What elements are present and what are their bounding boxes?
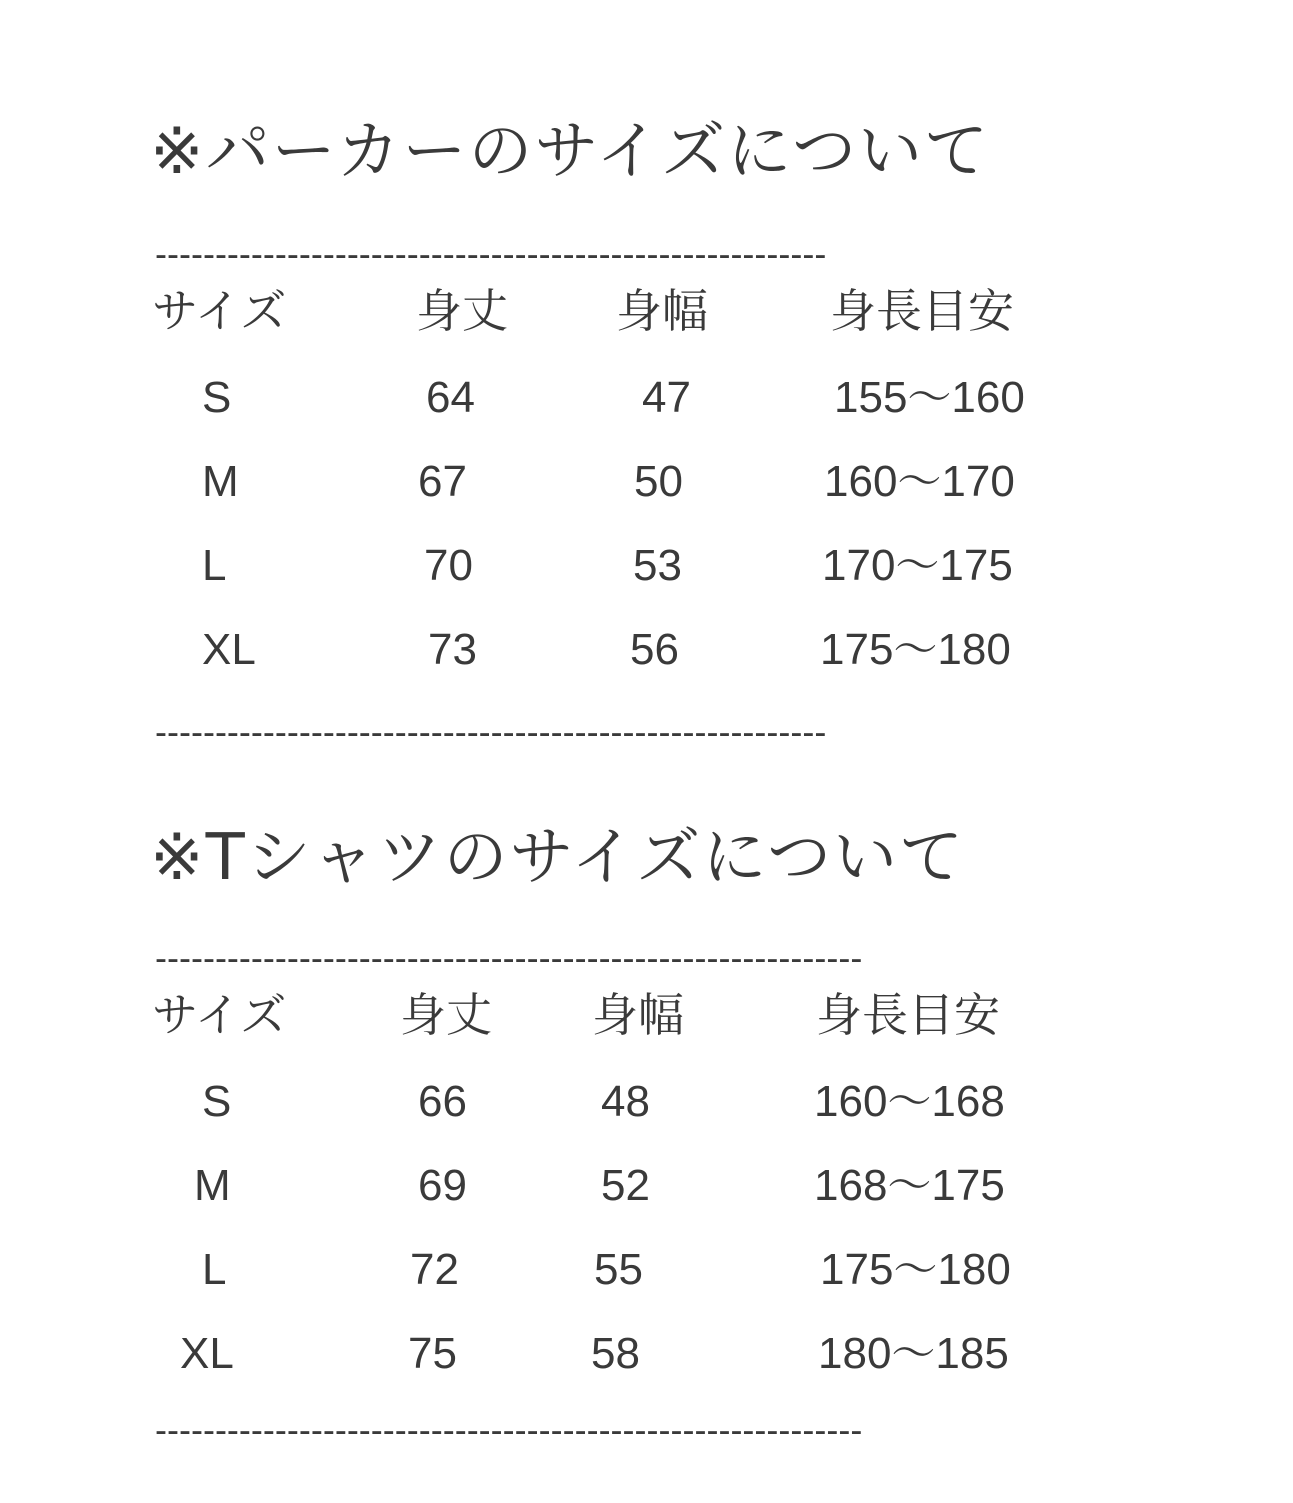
header-length: 身丈 (416, 284, 508, 338)
row-m-width: 52 (601, 1161, 650, 1210)
row-l-height: 175〜180 (820, 1245, 1011, 1294)
hoodie-size-title: ※パーカーのサイズについて (150, 115, 990, 189)
header-size: サイズ (152, 988, 287, 1042)
row-m-width: 50 (634, 457, 683, 506)
row-m-height: 160〜170 (824, 457, 1015, 506)
row-xl-height: 175〜180 (820, 625, 1011, 674)
row-l-length: 70 (424, 541, 473, 590)
row-m-length: 69 (418, 1161, 467, 1210)
row-l-size: L (202, 1245, 227, 1294)
row-m-height: 168〜175 (814, 1161, 1005, 1210)
row-s-height: 160〜168 (814, 1077, 1005, 1126)
divider-bottom: -------------------------------------------------------- (155, 714, 827, 750)
row-s-length: 66 (418, 1077, 467, 1126)
row-s-width: 47 (642, 373, 691, 422)
divider-bottom: ----------------------------------------------------------- (155, 1412, 863, 1448)
tshirt-size-title: ※Tシャツのサイズについて (150, 821, 966, 895)
row-l-length: 72 (410, 1245, 459, 1294)
row-xl-size: XL (202, 625, 256, 674)
row-l-height: 170〜175 (822, 541, 1013, 590)
row-s-height: 155〜160 (834, 373, 1025, 422)
row-xl-width: 56 (630, 625, 679, 674)
header-size: サイズ (152, 284, 287, 338)
header-length: 身丈 (400, 988, 492, 1042)
row-xl-height: 180〜185 (818, 1329, 1009, 1378)
row-s-size: S (202, 373, 232, 422)
header-width: 身幅 (592, 988, 684, 1042)
row-m-length: 67 (418, 457, 467, 506)
header-height-guide: 身長目安 (816, 988, 1000, 1042)
header-width: 身幅 (616, 284, 708, 338)
row-s-length: 64 (426, 373, 475, 422)
row-l-width: 55 (594, 1245, 643, 1294)
row-l-width: 53 (633, 541, 682, 590)
header-height-guide: 身長目安 (830, 284, 1014, 338)
row-s-size: S (202, 1077, 232, 1126)
row-xl-length: 75 (408, 1329, 457, 1378)
divider-top: -------------------------------------------------------- (155, 236, 827, 272)
row-m-size: M (194, 1161, 231, 1210)
row-xl-width: 58 (591, 1329, 640, 1378)
row-l-size: L (202, 541, 227, 590)
row-m-size: M (202, 457, 239, 506)
row-s-width: 48 (601, 1077, 650, 1126)
row-xl-length: 73 (428, 625, 477, 674)
divider-top: ----------------------------------------------------------- (155, 940, 863, 976)
row-xl-size: XL (180, 1329, 234, 1378)
